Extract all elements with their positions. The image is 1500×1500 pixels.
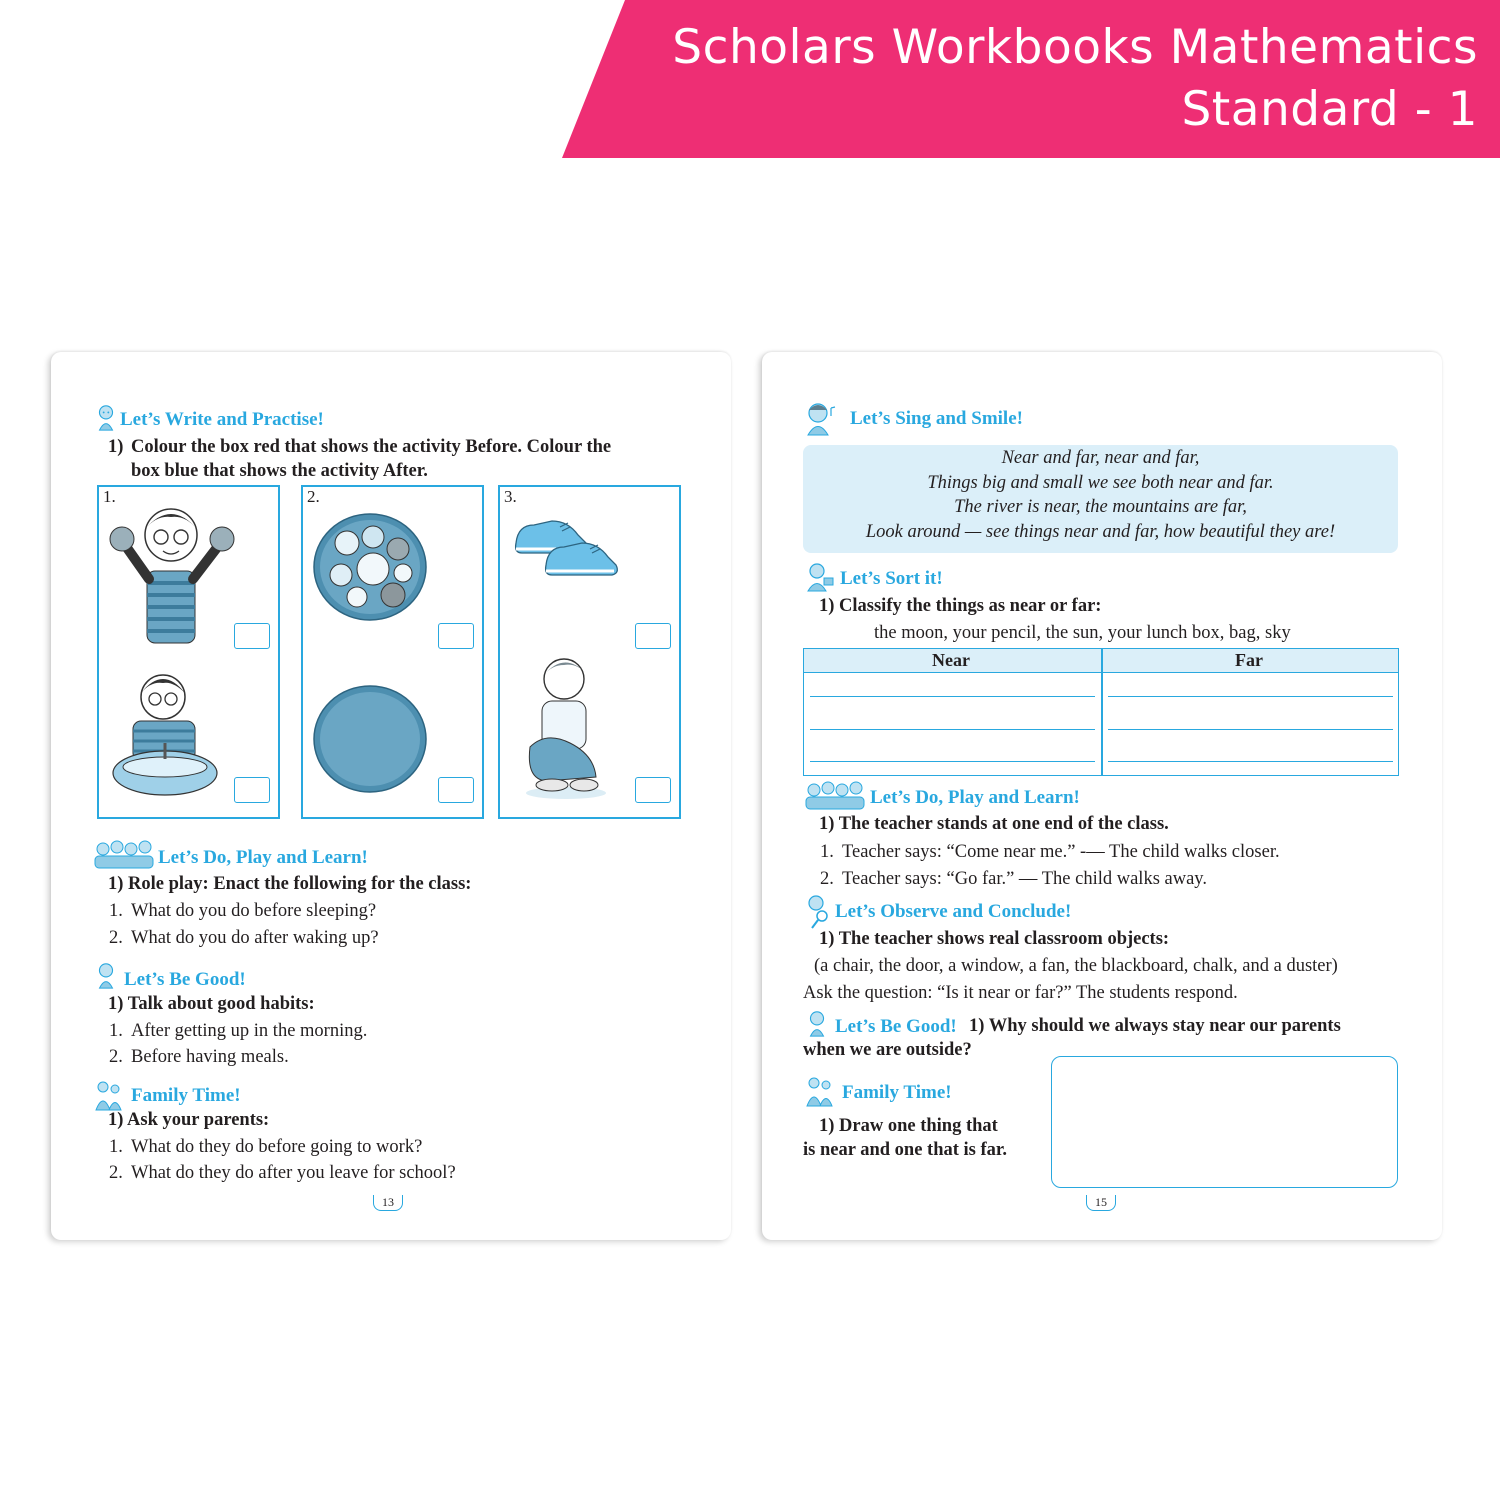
- page-number: 15: [1086, 1195, 1116, 1211]
- family-icon: [804, 1076, 836, 1108]
- mascot-thumbs-up-icon: [804, 1010, 830, 1038]
- near-answer-line[interactable]: [810, 696, 1095, 697]
- activity-box-1: [97, 485, 280, 819]
- section-heading-write: Let’s Write and Practise!: [120, 409, 324, 430]
- question-line: Colour the box red that shows the activity Before. Colour the: [131, 437, 612, 457]
- list-item: 2. What do they do after you leave for school?: [109, 1163, 456, 1183]
- drawing-box[interactable]: [1051, 1056, 1398, 1188]
- question-number: 1): [108, 437, 124, 457]
- section-heading-good: Let’s Be Good!: [835, 1016, 957, 1037]
- box-number: 3.: [504, 487, 517, 506]
- sort-table: [803, 648, 1399, 776]
- column-header-far: Far: [1235, 650, 1263, 670]
- section-heading-sing: Let’s Sing and Smile!: [850, 408, 1023, 429]
- poem-line: Near and far, near and far,: [1001, 448, 1200, 468]
- workbook-page-right: [762, 352, 1442, 1240]
- list-item: 1. Teacher says: “Come near me.” -— The child walks closer.: [820, 842, 1280, 862]
- section-heading-good: Let’s Be Good!: [124, 969, 246, 990]
- far-answer-line[interactable]: [1108, 696, 1393, 697]
- list-item: 2. Teacher says: “Go far.” — The child walks away.: [820, 869, 1207, 889]
- list-item: 1. What do they do before going to work?: [109, 1137, 423, 1157]
- section-heading-observe: Let’s Observe and Conclude!: [835, 901, 1072, 922]
- near-answer-line[interactable]: [810, 729, 1095, 730]
- question-text: when we are outside?: [803, 1040, 972, 1060]
- children-group-icon: [804, 780, 866, 810]
- list-item: 2. What do you do after waking up?: [109, 928, 379, 948]
- boy-tying-shoes-icon: [516, 651, 608, 801]
- full-food-plate-icon: [313, 513, 427, 621]
- section-heading-sort: Let’s Sort it!: [840, 568, 943, 589]
- boy-dirty-hands-icon: [105, 493, 239, 653]
- poem-line: Things big and small we see both near and far.: [927, 472, 1274, 493]
- word-list: the moon, your pencil, the sun, your lunch box, bag, sky: [874, 623, 1291, 643]
- question-text: 1) Classify the things as near or far:: [819, 596, 1102, 616]
- banner-title: Scholars Workbooks Mathematics: [672, 20, 1478, 75]
- list-item: 1. What do you do before sleeping?: [109, 901, 377, 921]
- question-text: 1) Why should we always stay near our parents: [969, 1016, 1341, 1036]
- question-text: 1) Talk about good habits:: [108, 994, 315, 1014]
- activity-box-2: [301, 485, 484, 819]
- question-line: box blue that shows the activity After.: [131, 461, 428, 481]
- list-item: 1. After getting up in the morning.: [109, 1021, 368, 1041]
- colour-box-before[interactable]: [635, 623, 671, 649]
- mascot-writing-icon: [93, 404, 119, 432]
- section-heading-family: Family Time!: [842, 1082, 952, 1103]
- question-text: 1) Role play: Enact the following for the class:: [108, 874, 472, 894]
- question-text: 1) The teacher stands at one end of the class.: [819, 814, 1169, 834]
- workbook-page-left: [51, 352, 731, 1240]
- far-answer-line[interactable]: [1108, 761, 1393, 762]
- list-item: 2. Before having meals.: [109, 1047, 289, 1067]
- mascot-magnifier-icon: [804, 894, 830, 930]
- poem-line: The river is near, the mountains are far,: [954, 497, 1247, 517]
- colour-box-after[interactable]: [438, 777, 474, 803]
- children-group-icon: [93, 839, 155, 869]
- question-text: is near and one that is far.: [803, 1140, 1008, 1160]
- section-heading-play: Let’s Do, Play and Learn!: [158, 847, 368, 868]
- question-text: 1) Ask your parents:: [108, 1110, 270, 1130]
- colour-box-after[interactable]: [234, 777, 270, 803]
- question-text: 1) The teacher shows real classroom objects:: [819, 929, 1170, 949]
- column-divider: [1101, 649, 1103, 775]
- colour-box-before[interactable]: [438, 623, 474, 649]
- section-heading-play: Let’s Do, Play and Learn!: [870, 787, 1080, 808]
- box-number: 2.: [307, 487, 320, 506]
- poem-line: Look around — see things near and far, how beautiful they are!: [865, 521, 1336, 542]
- activity-box-3: [498, 485, 681, 819]
- shoes-icon: [512, 511, 624, 593]
- objects-list: (a chair, the door, a window, a fan, the blackboard, chalk, and a duster): [814, 956, 1338, 976]
- empty-plate-icon: [313, 685, 427, 793]
- page-number: 13: [373, 1195, 403, 1211]
- near-answer-line[interactable]: [810, 761, 1095, 762]
- section-heading-family: Family Time!: [131, 1085, 241, 1106]
- column-header-near: Near: [932, 650, 970, 670]
- mascot-sorting-icon: [804, 562, 834, 592]
- poem-panel: [803, 445, 1398, 553]
- mascot-thumbs-up-icon: [93, 962, 119, 990]
- family-icon: [93, 1080, 125, 1112]
- boy-washing-hands-icon: [111, 663, 221, 805]
- far-answer-line[interactable]: [1108, 729, 1393, 730]
- question-text: 1) Draw one thing that: [819, 1116, 998, 1136]
- instruction-text: Ask the question: “Is it near or far?” The students respond.: [803, 983, 1238, 1003]
- banner-subtitle: Standard - 1: [1181, 82, 1478, 137]
- mascot-singing-icon: [804, 402, 836, 436]
- colour-box-after[interactable]: [635, 777, 671, 803]
- box-number: 1.: [103, 487, 116, 506]
- colour-box-before[interactable]: [234, 623, 270, 649]
